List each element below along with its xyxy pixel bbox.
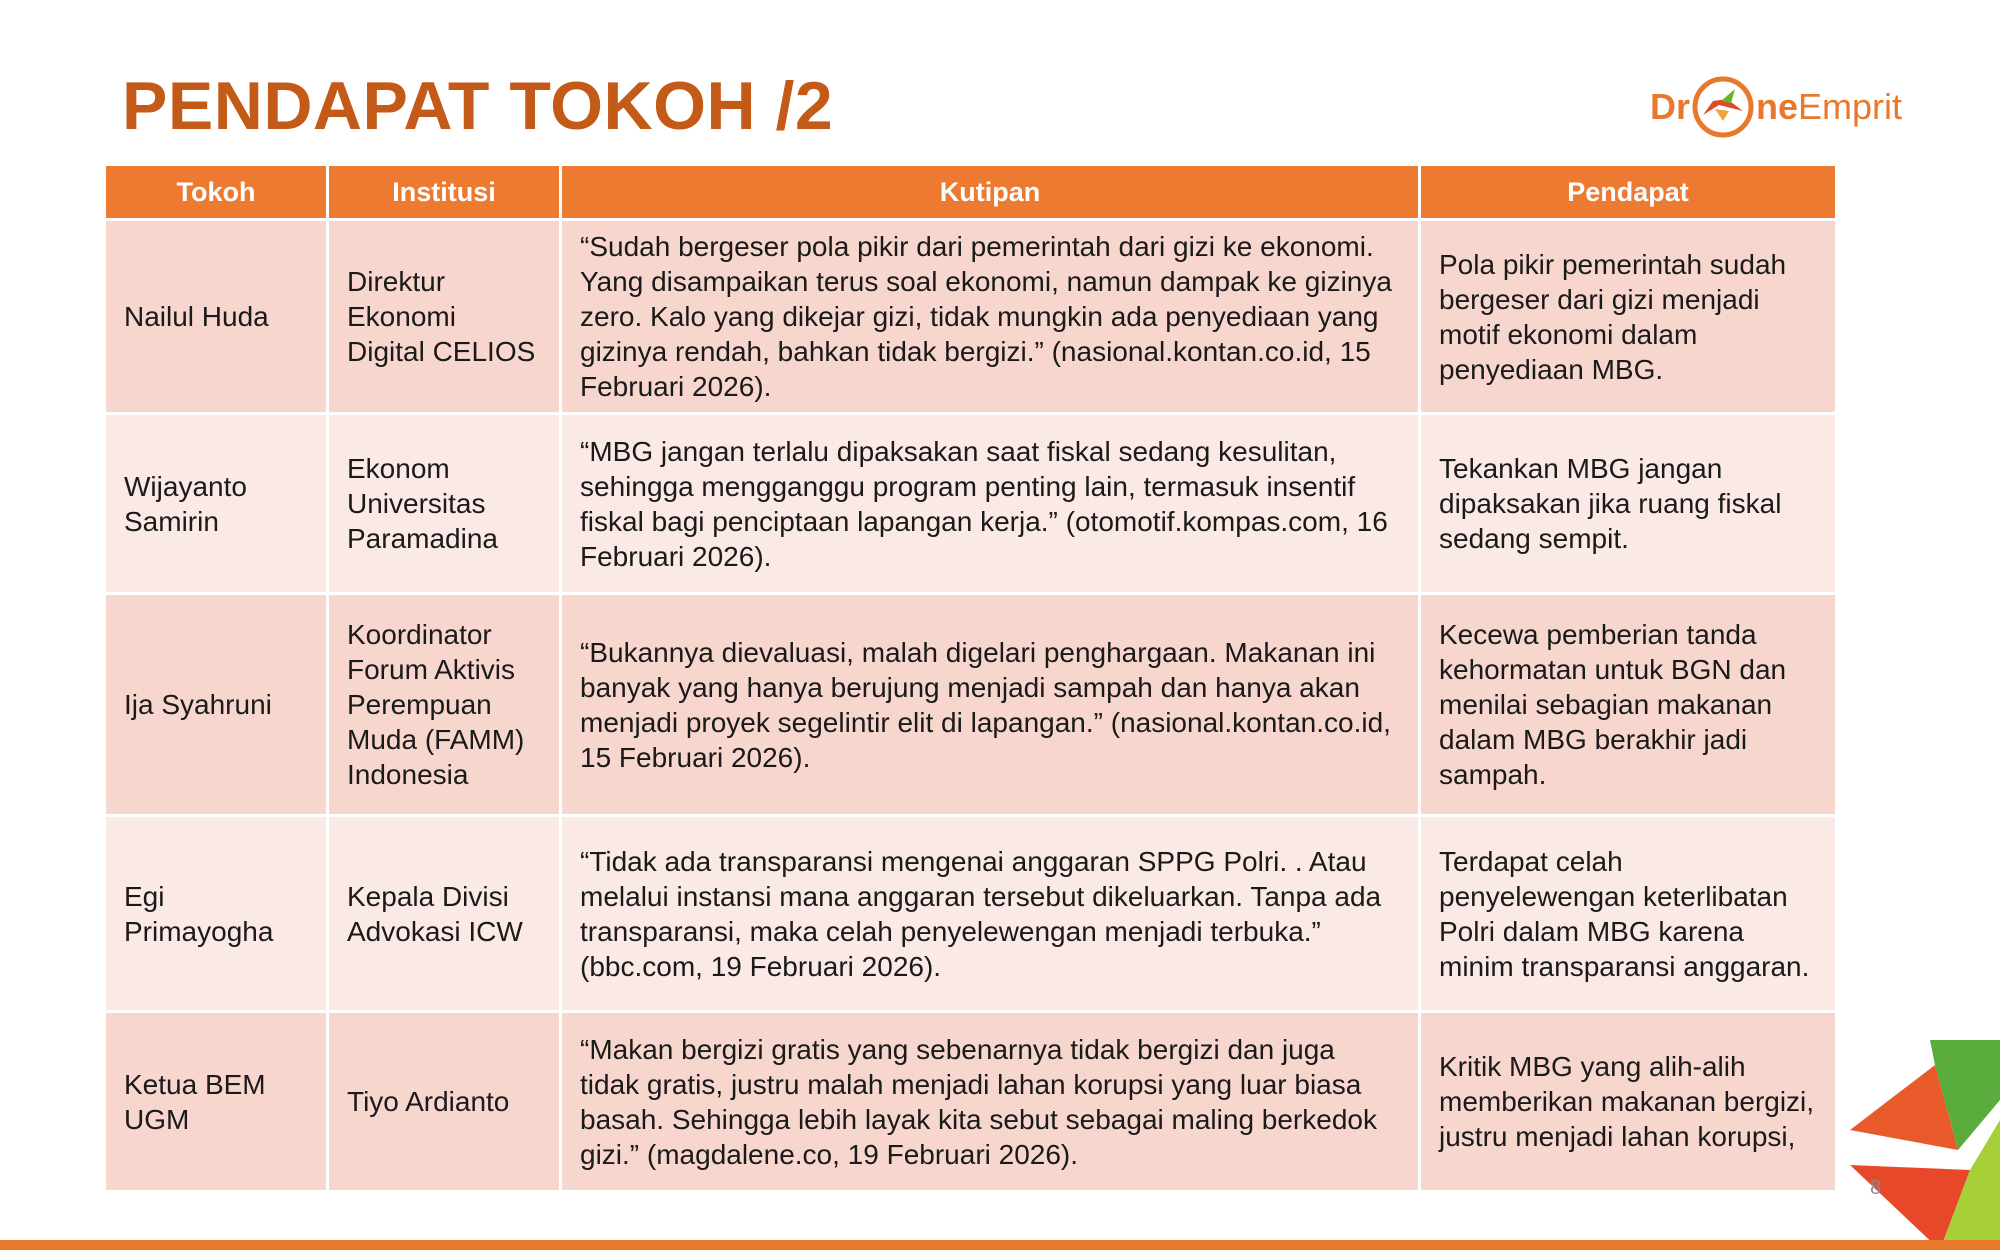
header-pendapat: Pendapat	[1420, 165, 1837, 220]
cell-tokoh: Egi Primayogha	[105, 816, 328, 1012]
cell-institusi: Kepala Divisi Advokasi ICW	[328, 816, 561, 1012]
logo-text-ne: ne	[1756, 86, 1799, 127]
cell-tokoh: Nailul Huda	[105, 220, 328, 414]
cell-kutipan: “Makan bergizi gratis yang sebenarnya tidak bergizi dan juga tidak gratis, justru malah menjadi lahan korupsi yang luar biasa basah. Sehingga lebih layak kita sebut sebagai maling berkedok gizi.” (magdalene.co, 19 Februari 2026).	[561, 1012, 1420, 1192]
bottom-accent-bar	[0, 1240, 2000, 1250]
table-row	[105, 816, 1837, 1012]
page-number: 8	[1870, 1177, 1882, 1199]
drone-emprit-logo	[1650, 72, 1902, 142]
cell-kutipan: “Tidak ada transparansi mengenai anggaran SPPG Polri. . Atau melalui instansi mana anggaran tersebut dikeluarkan. Tanpa ada transparansi, maka celah penyelewengan menjadi terbuka.” (bbc.com, 19 Februari 2026).	[561, 816, 1420, 1012]
table-row	[105, 1012, 1837, 1192]
table-row	[105, 414, 1837, 594]
cell-pendapat: Pola pikir pemerintah sudah bergeser dari gizi menjadi motif ekonomi dalam penyediaan MBG.	[1420, 220, 1837, 414]
table-row	[105, 594, 1837, 816]
cell-tokoh: Wijayanto Samirin	[105, 414, 328, 594]
cell-kutipan: “MBG jangan terlalu dipaksakan saat fiskal sedang kesulitan, sehingga mengganggu program penting lain, termasuk insentif fiskal bagi penciptaan lapangan kerja.” (otomotif.kompas.com, 16 Februari 2026).	[561, 414, 1420, 594]
cell-pendapat: Kritik MBG yang alih-alih memberikan makanan bergizi, justru menjadi lahan korupsi,	[1420, 1012, 1837, 1192]
page-title: PENDAPAT TOKOH /2	[122, 68, 834, 144]
cell-tokoh: Ketua BEM UGM	[105, 1012, 328, 1192]
cell-kutipan: “Bukannya dievaluasi, malah digelari penghargaan. Makanan ini banyak yang hanya berujung menjadi sampah dan hanya akan menjadi proyek segelintir elit di lapangan.” (nasional.kontan.co.id, 15 Februari 2026).	[561, 594, 1420, 816]
cell-institusi: Tiyo Ardianto	[328, 1012, 561, 1192]
opinion-table	[103, 163, 1838, 1193]
decorative-corner-graphic	[1840, 1040, 2000, 1250]
cell-pendapat: Terdapat celah penyelewengan keterlibatan Polri dalam MBG karena minim transparansi anggaran.	[1420, 816, 1837, 1012]
bird-logo-icon	[1691, 75, 1755, 139]
table-row	[105, 220, 1837, 414]
cell-institusi: Koordinator Forum Aktivis Perempuan Muda (FAMM) Indonesia	[328, 594, 561, 816]
cell-institusi: Direktur Ekonomi Digital CELIOS	[328, 220, 561, 414]
cell-tokoh: Ija Syahruni	[105, 594, 328, 816]
cell-pendapat: Tekankan MBG jangan dipaksakan jika ruang fiskal sedang sempit.	[1420, 414, 1837, 594]
table-header-row	[105, 165, 1837, 220]
logo-text-dr: Dr	[1650, 86, 1691, 127]
cell-pendapat: Kecewa pemberian tanda kehormatan untuk BGN dan menilai sebagian makanan dalam MBG berakhir jadi sampah.	[1420, 594, 1837, 816]
header-kutipan: Kutipan	[561, 165, 1420, 220]
header-tokoh: Tokoh	[105, 165, 328, 220]
logo-text-emprit: Emprit	[1798, 86, 1903, 127]
cell-institusi: Ekonom Universitas Paramadina	[328, 414, 561, 594]
header-institusi: Institusi	[328, 165, 561, 220]
cell-kutipan: “Sudah bergeser pola pikir dari pemerintah dari gizi ke ekonomi. Yang disampaikan terus soal ekonomi, namun dampak ke gizinya zero. Kalo yang dikejar gizi, tidak mungkin ada penyediaan yang gizinya rendah, bahkan tidak bergizi.” (nasional.kontan.co.id, 15 Februari 2026).	[561, 220, 1420, 414]
